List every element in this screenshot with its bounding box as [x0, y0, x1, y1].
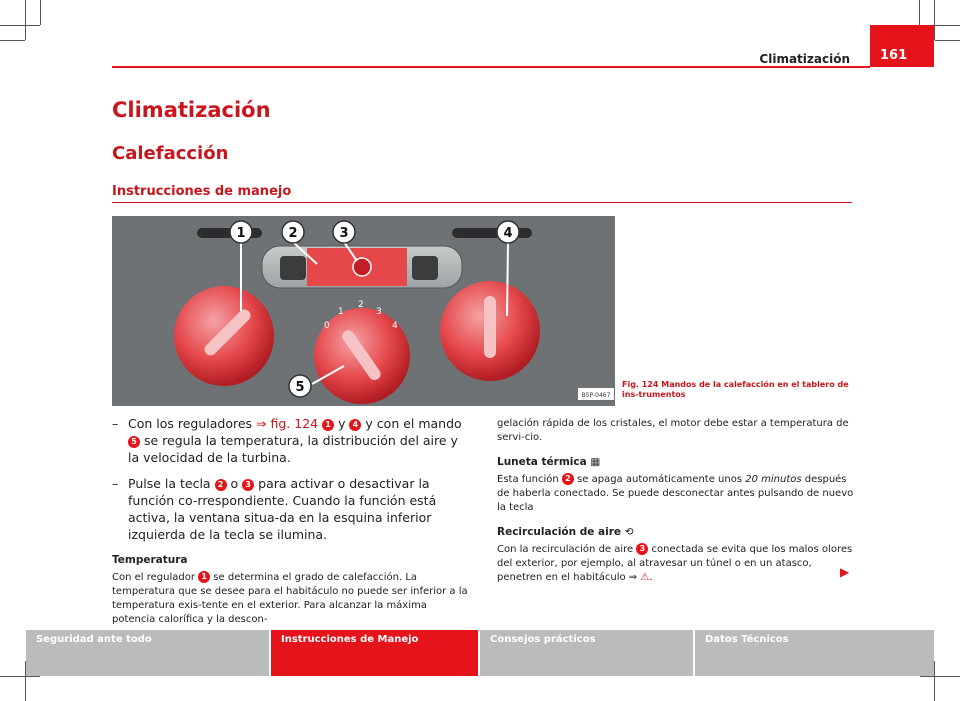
- footer-tab-consejos[interactable]: Consejos prácticos: [480, 630, 693, 676]
- fan-scale-2: 2: [358, 300, 364, 310]
- svg-text:4: 4: [503, 226, 513, 241]
- callout-badge: 2: [215, 479, 227, 491]
- page-number: 161: [870, 25, 934, 67]
- fan-scale-0: 0: [324, 321, 330, 331]
- crop-mark: [40, 0, 41, 25]
- right-column: [497, 417, 855, 591]
- bullet-dash: –: [112, 476, 119, 491]
- crop-mark: [0, 40, 25, 41]
- rear-defrost-paragraph: Esta función 2 se apaga automáticamente unos 20 minutos después de haberla conectado. Se puede desconectar antes pulsando de nuevo la tecla: [497, 474, 854, 513]
- crop-mark: [919, 0, 920, 25]
- callout-badge: 1: [322, 419, 334, 431]
- instruction-bullet: – Pulse la tecla 2 o 3 para activar o desactivar la función co-rrespondiente. Cuando la función está activa, la ventana situa-da en la esquina inferior izquierda de la tecla se ilumina.: [112, 476, 437, 542]
- rear-defrost-heading: Luneta térmica ▦: [497, 456, 601, 468]
- right-seat-button: [412, 256, 438, 280]
- subsection-title: Instrucciones de manejo: [112, 184, 292, 199]
- footer-tab-instrucciones[interactable]: Instrucciones de Manejo: [271, 630, 478, 676]
- figure-reference-link[interactable]: ⇒ fig. 124: [256, 416, 319, 431]
- knob-grip: [484, 296, 496, 358]
- crop-mark: [935, 40, 960, 41]
- temperature-heading: Temperatura: [112, 554, 188, 566]
- header-rule: [112, 66, 870, 68]
- instruction-bullet: – Con los reguladores ⇒ fig. 124 1 y 4 y con el mando 5 se regula la temperatura, la distribución del aire y la velocidad de la turbina.: [112, 416, 462, 465]
- rear-defrost-icon: ▦: [590, 456, 601, 468]
- callout-badge: 3: [636, 543, 648, 555]
- bullet-dash: –: [112, 416, 119, 431]
- callout-badge: 3: [242, 479, 254, 491]
- section-title: Calefacción: [112, 143, 229, 164]
- crop-mark: [0, 676, 40, 677]
- recirculation-paragraph: Con la recirculación de aire 3 conectada se evita que los malos olores del exterior, por ejemplo, al atravesar un túnel o en un atasco, penetren en el habitáculo ⇒ ⚠.: [497, 544, 853, 583]
- callout-badge: 5: [128, 436, 140, 448]
- svg-text:3: 3: [339, 226, 349, 241]
- image-code: B5P-0467: [581, 392, 611, 399]
- heating-controls-figure: [112, 216, 615, 406]
- continue-arrow-icon[interactable]: ▶: [840, 565, 850, 579]
- footer-tab-datos[interactable]: Datos Técnicos: [695, 630, 934, 676]
- crop-mark: [934, 0, 935, 40]
- heating-controls-illustration: [112, 216, 615, 406]
- warning-icon[interactable]: ⚠: [640, 572, 650, 583]
- crop-mark: [920, 676, 960, 677]
- callout-4: [497, 221, 519, 243]
- figure-caption: Fig. 124 Mandos de la calefacción en el tablero de ins-trumentos: [622, 380, 849, 399]
- chapter-title: Climatización: [112, 98, 271, 122]
- recirculation-icon: ⟲: [624, 526, 634, 538]
- crop-mark: [934, 661, 935, 701]
- svg-text:5: 5: [295, 380, 305, 395]
- callout-badge: 4: [349, 419, 361, 431]
- crop-mark: [0, 25, 40, 26]
- callout-2: [282, 221, 304, 243]
- temperature-paragraph: Con el regulador 1 se determina el grado de calefacción. La temperatura que se desee para el habitáculo no puede ser inferior a la temperatura exis-tente en el exterior. Para alcanzar la máxima potencia calorífica y la descon-: [112, 572, 468, 625]
- fan-scale-3: 3: [376, 307, 382, 317]
- fan-scale-1: 1: [338, 307, 344, 317]
- recirculation-heading: Recirculación de aire ⟲: [497, 526, 634, 538]
- fan-scale-4: 4: [392, 321, 398, 331]
- callout-badge: 2: [562, 473, 574, 485]
- callout-3: [333, 221, 355, 243]
- svg-text:2: 2: [288, 226, 298, 241]
- right-vent: [452, 228, 532, 238]
- callout-5: [289, 375, 311, 397]
- crop-mark: [25, 0, 26, 40]
- left-column: [112, 415, 470, 627]
- footer-tab-seguridad[interactable]: Seguridad ante todo: [26, 630, 269, 676]
- running-title: Climatización: [759, 52, 850, 66]
- callout-1: [230, 221, 252, 243]
- subsection-rule: [112, 202, 852, 203]
- callout-badge: 1: [198, 571, 210, 583]
- svg-text:1: 1: [236, 226, 246, 241]
- continued-paragraph: gelación rápida de los cristales, el motor debe estar a temperatura de servi-cio.: [497, 418, 849, 443]
- left-seat-button: [280, 256, 306, 280]
